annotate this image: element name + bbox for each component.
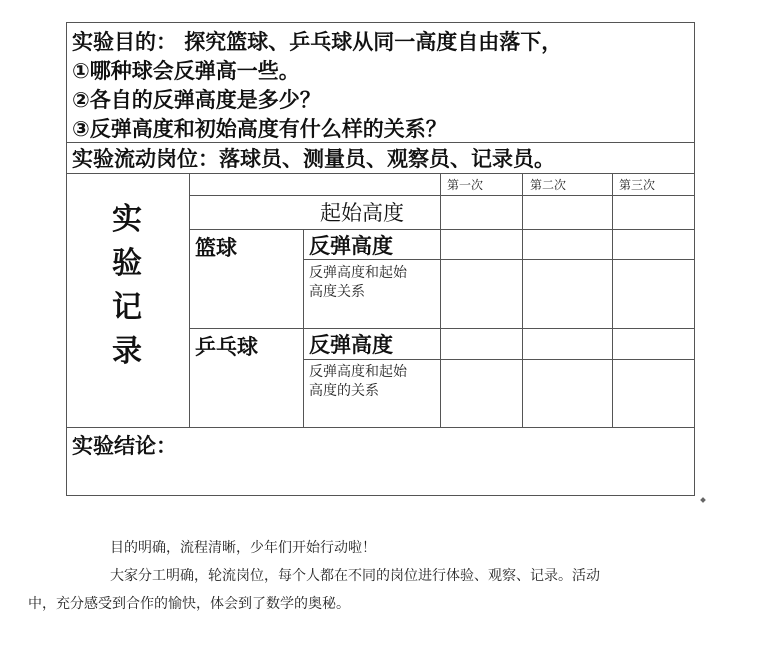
question-1: ①哪种球会反弹高一些。 xyxy=(72,59,300,83)
divider-col1 xyxy=(440,173,441,427)
basketball-relation-line1: 反弹高度和起始 xyxy=(309,265,407,281)
body-paragraph-2-line1: 大家分工明确，轮流岗位，每个人都在不同的岗位进行体验、观察、记录。活动 xyxy=(110,568,600,584)
conclusion-label: 实验结论： xyxy=(72,434,177,458)
basketball-label: 篮球 xyxy=(195,236,237,260)
divider-initial-height xyxy=(189,229,695,230)
divider-side-label xyxy=(189,173,190,427)
body-paragraph-1: 目的明确，流程清晰，少年们开始行动啦！ xyxy=(110,540,376,556)
body-paragraph-2-line2: 中，充分感受到合作的愉快，体会到了数学的奥秘。 xyxy=(28,596,350,612)
side-label-char: 录 xyxy=(112,334,142,369)
divider-pingpong-top xyxy=(189,328,695,329)
column-header-3: 第三次 xyxy=(619,178,656,192)
pingpong-rebound-label: 反弹高度 xyxy=(309,333,393,357)
anchor-marker xyxy=(700,497,706,503)
divider-column-header xyxy=(189,195,695,196)
column-header-2: 第二次 xyxy=(530,178,567,192)
purpose-line: 实验目的： 探究篮球、乒乓球从同一高度自由落下， xyxy=(72,30,563,54)
divider-col2 xyxy=(522,173,523,427)
pingpong-relation-line1: 反弹高度和起始 xyxy=(309,364,407,380)
column-header-1: 第一次 xyxy=(447,178,484,192)
divider-basketball-rebound xyxy=(303,259,695,260)
question-2: ②各自的反弹高度是多少？ xyxy=(72,88,321,112)
divider-pingpong-rebound xyxy=(303,359,695,360)
side-label-char: 记 xyxy=(112,290,142,325)
basketball-rebound-label: 反弹高度 xyxy=(309,234,393,258)
divider-conclusion-top xyxy=(66,427,695,428)
basketball-relation-line2: 高度关系 xyxy=(309,284,365,300)
divider-record-top xyxy=(66,173,695,174)
initial-height-label: 起始高度 xyxy=(320,201,404,225)
record-side-label xyxy=(107,198,147,374)
divider-ball-name xyxy=(303,229,304,427)
divider-roles-top xyxy=(66,142,695,143)
pingpong-label: 乒乓球 xyxy=(195,335,258,359)
divider-col3 xyxy=(612,173,613,427)
side-label-char: 实 xyxy=(112,202,142,237)
roles-line: 实验流动岗位：落球员、测量员、观察员、记录员。 xyxy=(72,147,555,171)
side-label-char: 验 xyxy=(112,246,142,281)
pingpong-relation-line2: 高度的关系 xyxy=(309,383,379,399)
question-3: ③反弹高度和初始高度有什么样的关系？ xyxy=(72,117,447,141)
